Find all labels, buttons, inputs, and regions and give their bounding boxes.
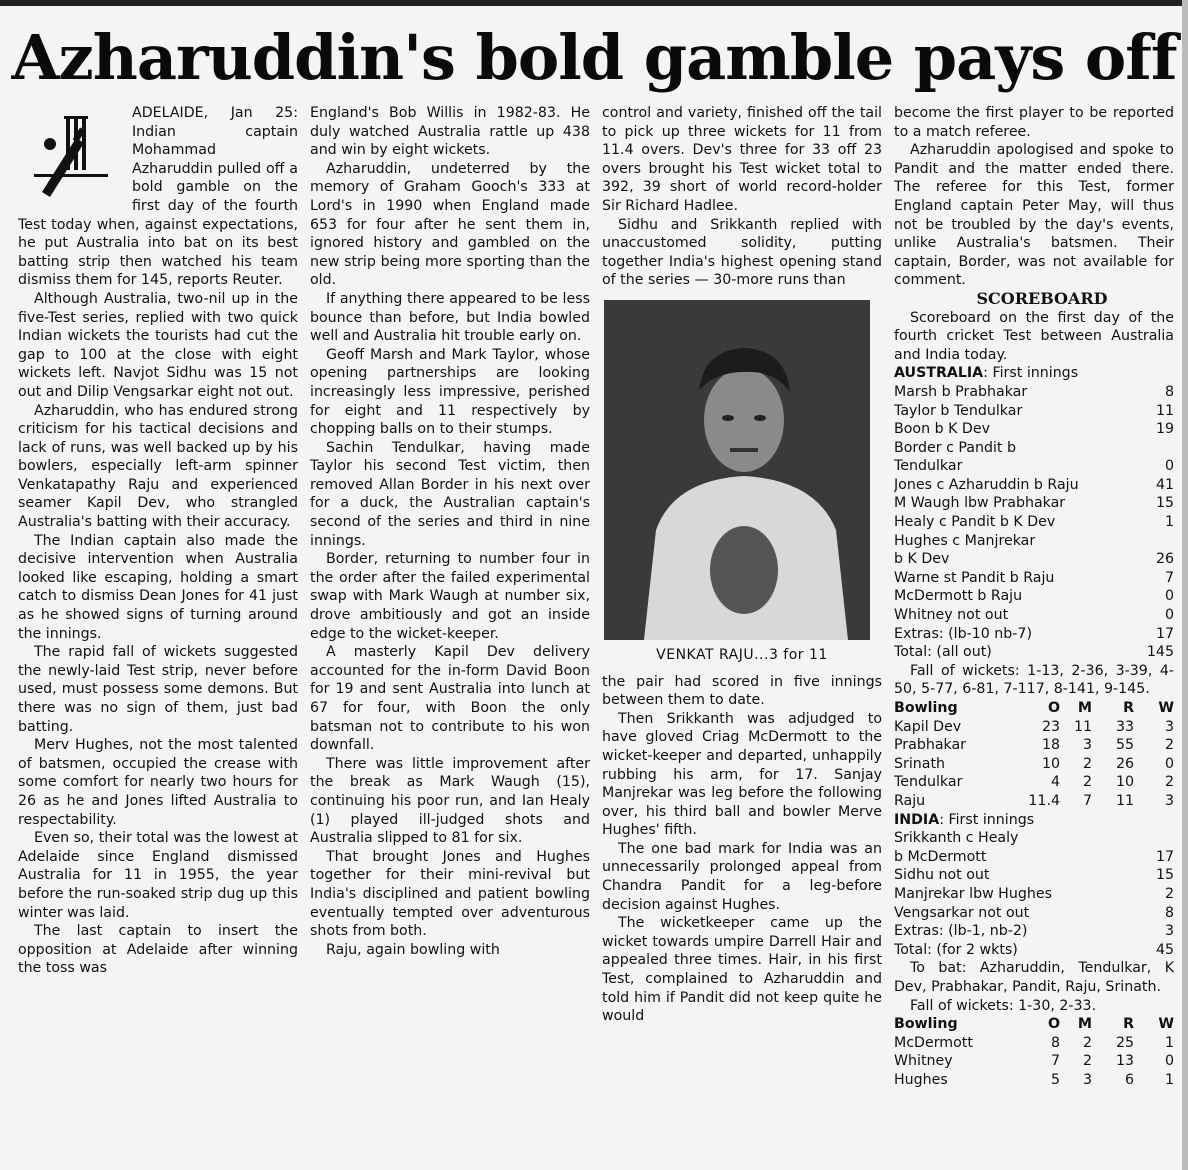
bowling-header — [894, 1015, 1174, 1034]
runs: 45 — [1155, 941, 1174, 958]
runs: 17 — [1155, 848, 1174, 865]
runs: 41 — [1155, 476, 1174, 493]
bowling-o: 10 — [1041, 755, 1060, 772]
runs: 8 — [1164, 383, 1174, 400]
bowling-r: 10 — [1115, 774, 1134, 791]
player-photo — [604, 300, 870, 640]
paragraph: control and variety, finished off the tail to pick up three wickets for 11 from 11.4 overs. Dev's three for 33 off 23 overs brought his Test wicket total to 392, 39 short of world record-holder Sir Richard Hadlee. — [602, 105, 882, 214]
bowling-m: 3 — [1082, 1071, 1092, 1088]
bowling-row — [894, 1052, 1174, 1071]
aus-fall-of-wickets: Fall of wickets: 1-13, 2-36, 3-39, 4-50, 5-77, 6-81, 7-117, 8-141, 9-145. — [894, 662, 1174, 698]
bowling-r: 13 — [1115, 1053, 1134, 1070]
bowling-row — [894, 755, 1174, 774]
batsman-entry: Taylor b Tendulkar — [894, 402, 1023, 419]
ind-innings-heading — [894, 811, 1174, 830]
bowling-o: 11.4 — [1028, 792, 1060, 809]
bowling-name: Srinath — [894, 755, 946, 772]
bowling-r: 11 — [1115, 792, 1134, 809]
runs: 2 — [1164, 885, 1174, 902]
batsman-entry: Total: (all out) — [894, 644, 992, 661]
bowling-o: 4 — [1050, 774, 1060, 791]
batsman-entry: Vengsarkar not out — [894, 904, 1030, 921]
page-edge — [1182, 0, 1188, 1170]
ind-fall-of-wickets: Fall of wickets: 1-30, 2-33. — [910, 997, 1097, 1014]
batting-row — [894, 476, 1174, 495]
batting-row — [894, 402, 1174, 421]
bowling-w: 2 — [1164, 737, 1174, 754]
batsman-entry: b McDermott — [894, 848, 987, 865]
batting-row — [894, 848, 1174, 867]
batting-row — [894, 383, 1174, 402]
runs: 0 — [1164, 458, 1174, 475]
portrait-image — [604, 300, 870, 640]
headline: Azharuddin's bold gamble pays off — [11, 21, 1177, 94]
bowling-header — [894, 699, 1174, 718]
paragraph: The last captain to insert the opposition at Adelaide after winning the toss was — [18, 923, 298, 977]
batting-row — [894, 587, 1174, 606]
paragraph: Merv Hughes, not the most talented of batsmen, occupied the crease with some comfort for nearly two hours for 26 as he and Jones lifted Australia to respectability. — [18, 737, 298, 828]
paragraph: Azharuddin, undeterred by the memory of Graham Gooch's 333 at Lord's in 1990 when England made 653 for four after he sent them in, ignored history and gambled on the new strip being more sporting than the old. — [310, 160, 590, 289]
column-4-text — [894, 104, 1174, 290]
paragraph: Raju, again bowling with — [326, 941, 500, 958]
bowling-w: 3 — [1164, 718, 1174, 735]
paragraph: become the first player to be reported to a match referee. — [894, 105, 1174, 140]
batsman-entry: Boon b K Dev — [894, 421, 990, 438]
paragraph: If anything there appeared to be less bounce than before, but India bowled well and Australia hit trouble early on. — [310, 290, 590, 345]
bowling-name: McDermott — [894, 1034, 973, 1051]
bowling-name: Bowling — [894, 700, 958, 716]
column-3 — [602, 104, 882, 1170]
bowling-row — [894, 718, 1174, 737]
bowling-o: O — [1047, 1016, 1060, 1033]
batsman-entry: Whitney not out — [894, 607, 1009, 624]
paragraph: That brought Jones and Hughes together for their mini-revival but India's disciplined and patient bowling eventually tempted over adventurous shots from both. — [310, 848, 590, 940]
batsman-entry: Sidhu not out — [894, 867, 990, 884]
bowling-row — [894, 773, 1174, 792]
batting-row — [894, 550, 1174, 569]
batting-row — [894, 439, 1174, 458]
bowling-r: 6 — [1124, 1071, 1134, 1088]
runs: 15 — [1155, 495, 1174, 512]
batting-row — [894, 532, 1174, 551]
runs: 11 — [1155, 402, 1174, 419]
bowling-row — [894, 1034, 1174, 1053]
bowling-name: Tendulkar — [894, 774, 963, 791]
batting-row — [894, 420, 1174, 439]
scoreboard-title: SCOREBOARD — [976, 288, 1108, 308]
batting-row — [894, 643, 1174, 662]
batsman-entry: Manjrekar lbw Hughes — [894, 885, 1052, 902]
paragraph: Sidhu and Srikkanth replied with unaccustomed solidity, putting together India's highest opening stand of the series — 30-more runs than — [602, 216, 882, 289]
article-columns — [18, 104, 1180, 1170]
paragraph: Border, returning to number four in the order after the failed experimental swap with Mark Waugh at number six, drove ambitiously and got an inside edge to the wicket-keeper. — [310, 551, 590, 642]
paragraph: the pair had scored in five innings between them to date. — [602, 673, 882, 709]
column-1 — [18, 104, 298, 1170]
column-2 — [310, 104, 590, 1170]
ind-heading-rest: : First innings — [939, 811, 1035, 828]
runs: 1 — [1164, 514, 1174, 531]
bowling-r: 55 — [1115, 737, 1134, 754]
bowling-name: Hughes — [894, 1071, 948, 1088]
bowling-name: Prabhakar — [894, 737, 967, 754]
bowling-m: 2 — [1082, 1053, 1092, 1070]
batting-row — [894, 494, 1174, 513]
photo-caption: VENKAT RAJU...3 for 11 — [656, 646, 828, 663]
batting-row — [894, 457, 1174, 476]
ind-batting-list — [894, 829, 1174, 959]
runs — [1144, 532, 1174, 551]
batsman-entry: Warne st Pandit b Raju — [894, 569, 1055, 586]
batting-row — [894, 606, 1174, 625]
aus-innings-heading — [894, 364, 1174, 383]
batting-row — [894, 885, 1174, 904]
to-bat: To bat: Azharuddin, Tendulkar, K Dev, Prabhakar, Pandit, Raju, Srinath. — [894, 960, 1174, 995]
batsman-entry: Jones c Azharuddin b Raju — [894, 476, 1079, 493]
batsman-entry: Extras: (lb-10 nb-7) — [894, 625, 1032, 642]
bowling-m: 2 — [1082, 774, 1092, 791]
bowling-name: Raju — [894, 792, 926, 809]
batsman-entry: McDermott b Raju — [894, 588, 1023, 605]
bowling-name: Bowling — [894, 1016, 958, 1033]
bowling-w: 1 — [1164, 1071, 1174, 1088]
bowling-o: 23 — [1041, 718, 1060, 735]
bowling-r: 33 — [1115, 718, 1134, 735]
bowling-w: 1 — [1164, 1034, 1174, 1051]
paragraph: Azharuddin, who has endured strong criticism for his tactical decisions and lack of runs, was well backed up by his bowlers, especially left-arm spinner Venkatapathy Raju and experienced seamer Kapil Dev, who strangled Australia's batting with their accuracy. — [18, 402, 298, 531]
scoreboard — [894, 290, 1174, 1090]
paragraph: Azharuddin apologised and spoke to Pandit and the matter ended there. The referee for this Test, former England captain Peter May, will thus not be troubled by the day's events, unlike Australia's batsmen. Their captain, Border, was not available for comment. — [894, 142, 1174, 289]
runs: 19 — [1155, 421, 1174, 438]
bowling-m: 3 — [1082, 737, 1092, 754]
batting-row — [894, 513, 1174, 532]
bowling-o: O — [1047, 700, 1060, 716]
paragraph: There was little improvement after the break as Mark Waugh (15), continuing his poor run, and Ian Healy (1) played ill-judged shots and Australia slipped to 81 for six. — [310, 755, 590, 847]
runs: 15 — [1155, 867, 1174, 884]
bowling-row — [894, 792, 1174, 811]
cricket-bat-icon — [32, 114, 110, 198]
bowling-name: Whitney — [894, 1053, 953, 1070]
column-3-bottom — [602, 673, 882, 1026]
runs: 8 — [1164, 904, 1174, 921]
paragraph: Even so, their total was the lowest at Adelaide since England dismissed Australia for 11 in 1955, the year before the run-soaked strip dug up this winter was laid. — [18, 830, 298, 921]
bowling-r: R — [1123, 1016, 1134, 1033]
runs — [1144, 439, 1174, 458]
column-3-top — [602, 104, 882, 290]
batsman-entry: Total: (for 2 wkts) — [894, 941, 1018, 958]
bowling-m: 7 — [1082, 792, 1092, 809]
batsman-entry: Hughes c Manjrekar — [894, 532, 1036, 549]
scoreboard-intro: Scoreboard on the first day of the fourth cricket Test between Australia and India today. — [894, 309, 1174, 363]
runs: 0 — [1164, 607, 1174, 624]
bowling-r: 26 — [1115, 755, 1134, 772]
batting-row — [894, 904, 1174, 923]
bowling-o: 7 — [1050, 1053, 1060, 1070]
cricket-logo — [18, 108, 124, 204]
runs: 0 — [1164, 588, 1174, 605]
bowling-m: 2 — [1082, 755, 1092, 772]
paragraph: Although Australia, two-nil up in the five-Test series, replied with two quick Indian wickets the tourists had cut the gap to 100 at the close with eight wickets left. Navjot Sidhu was 15 not out and Dilip Vengsarkar eight not out. — [18, 290, 298, 400]
runs: 26 — [1155, 551, 1174, 568]
bowling-r: R — [1123, 700, 1134, 716]
bowling-w: 3 — [1164, 792, 1174, 809]
batsman-entry: Healy c Pandit b K Dev — [894, 514, 1056, 531]
runs: 17 — [1155, 625, 1174, 642]
batting-row — [894, 941, 1174, 960]
runs: 7 — [1164, 569, 1174, 586]
column-4 — [894, 104, 1174, 1170]
batsman-entry: Tendulkar — [894, 458, 963, 475]
bowling-o: 5 — [1050, 1071, 1060, 1088]
paragraph: ADELAIDE, Jan 25: Indian captain Mohammad Azharuddin pulled off a bold gamble on the first day of the fourth Test today when, against expectations, he put Australia into bat on its best batting strip then watched his team dismiss them for 145, reports Reuter. — [18, 105, 298, 289]
paragraph: England's Bob Willis in 1982-83. He duly watched Australia rattle up 438 and win by eight wickets. — [310, 105, 590, 159]
bowling-r: 25 — [1115, 1034, 1134, 1051]
batsman-entry: Extras: (lb-1, nb-2) — [894, 923, 1028, 940]
bowling-m: M — [1077, 700, 1092, 716]
bowling-m: M — [1077, 1016, 1092, 1033]
batsman-entry: Border c Pandit b — [894, 439, 1017, 456]
paragraph: Sachin Tendulkar, having made Taylor his second Test victim, then removed Allan Border in his next over for a duck, the Australian captain's second of the series and third in nine innings. — [310, 439, 590, 549]
runs: 145 — [1146, 644, 1174, 661]
paragraph: The Indian captain also made the decisive intervention when Australia looked like escaping, holding a smart catch to dismiss Dean Jones for 41 just as he showed signs of turning around the innings. — [18, 532, 298, 642]
bowling-m: 11 — [1073, 718, 1092, 735]
top-rule — [0, 0, 1188, 6]
aus-bowling-table — [894, 1015, 1174, 1089]
bowling-o: 8 — [1050, 1034, 1060, 1051]
bowling-w: 2 — [1164, 774, 1174, 791]
batting-row — [894, 829, 1174, 848]
paragraph: Then Srikkanth was adjudged to have gloved Criag McDermott to the wicket-keeper and departed, unhappily rubbing his arm, for 17. Sanjay Manjrekar was leg before the following over, his third ball and bowler Merve Hughes' fifth. — [602, 710, 882, 839]
runs — [1144, 829, 1174, 848]
bowling-w: W — [1158, 1016, 1174, 1033]
bowling-row — [894, 1071, 1174, 1090]
batsman-entry: Srikkanth c Healy — [894, 830, 1019, 847]
bowling-w: 0 — [1164, 755, 1174, 772]
paragraph: Geoff Marsh and Mark Taylor, whose opening partnerships are looking increasingly less impressive, perished for eight and 11 respectively by chopping balls on to their stumps. — [310, 346, 590, 438]
aus-batting-list — [894, 383, 1174, 662]
bowling-w: 0 — [1164, 1053, 1174, 1070]
paragraph: The rapid fall of wickets suggested the newly-laid Test strip, never before used, must possess some demons. But there was no sign of them, just bad batting. — [18, 644, 298, 735]
aus-heading-rest: : First innings — [983, 365, 1079, 382]
batsman-entry: Marsh b Prabhakar — [894, 383, 1028, 400]
batting-row — [894, 625, 1174, 644]
batsman-entry: M Waugh lbw Prabhakar — [894, 495, 1066, 512]
paragraph: The wicketkeeper came up the wicket towards umpire Darrell Hair and appealed three times. Hair, in his first Test, complained to Azharuddin and told him if Pandit did not keep quite he would — [602, 915, 882, 1025]
aus-heading-label: AUSTRALIA — [894, 365, 984, 382]
bowling-w: W — [1158, 700, 1174, 716]
ind-bowling-table — [894, 699, 1174, 811]
batsman-entry: b K Dev — [894, 551, 950, 568]
batting-row — [894, 569, 1174, 588]
ind-heading-label: INDIA — [894, 811, 940, 828]
batting-row — [894, 922, 1174, 941]
paragraph: The one bad mark for India was an unnecessarily prolonged appeal from Chandra Pandit for a leg-before decision against Hughes. — [602, 840, 882, 913]
bowling-name: Kapil Dev — [894, 718, 962, 735]
runs: 3 — [1164, 923, 1174, 940]
batting-row — [894, 866, 1174, 885]
paragraph: A masterly Kapil Dev delivery accounted for the in-form David Boon for 19 and sent Australia into lunch at 67 for four, with Boon the only batsman not to contribute to his won downfall. — [310, 644, 590, 754]
bowling-o: 18 — [1041, 737, 1060, 754]
bowling-row — [894, 736, 1174, 755]
bowling-m: 2 — [1082, 1034, 1092, 1051]
